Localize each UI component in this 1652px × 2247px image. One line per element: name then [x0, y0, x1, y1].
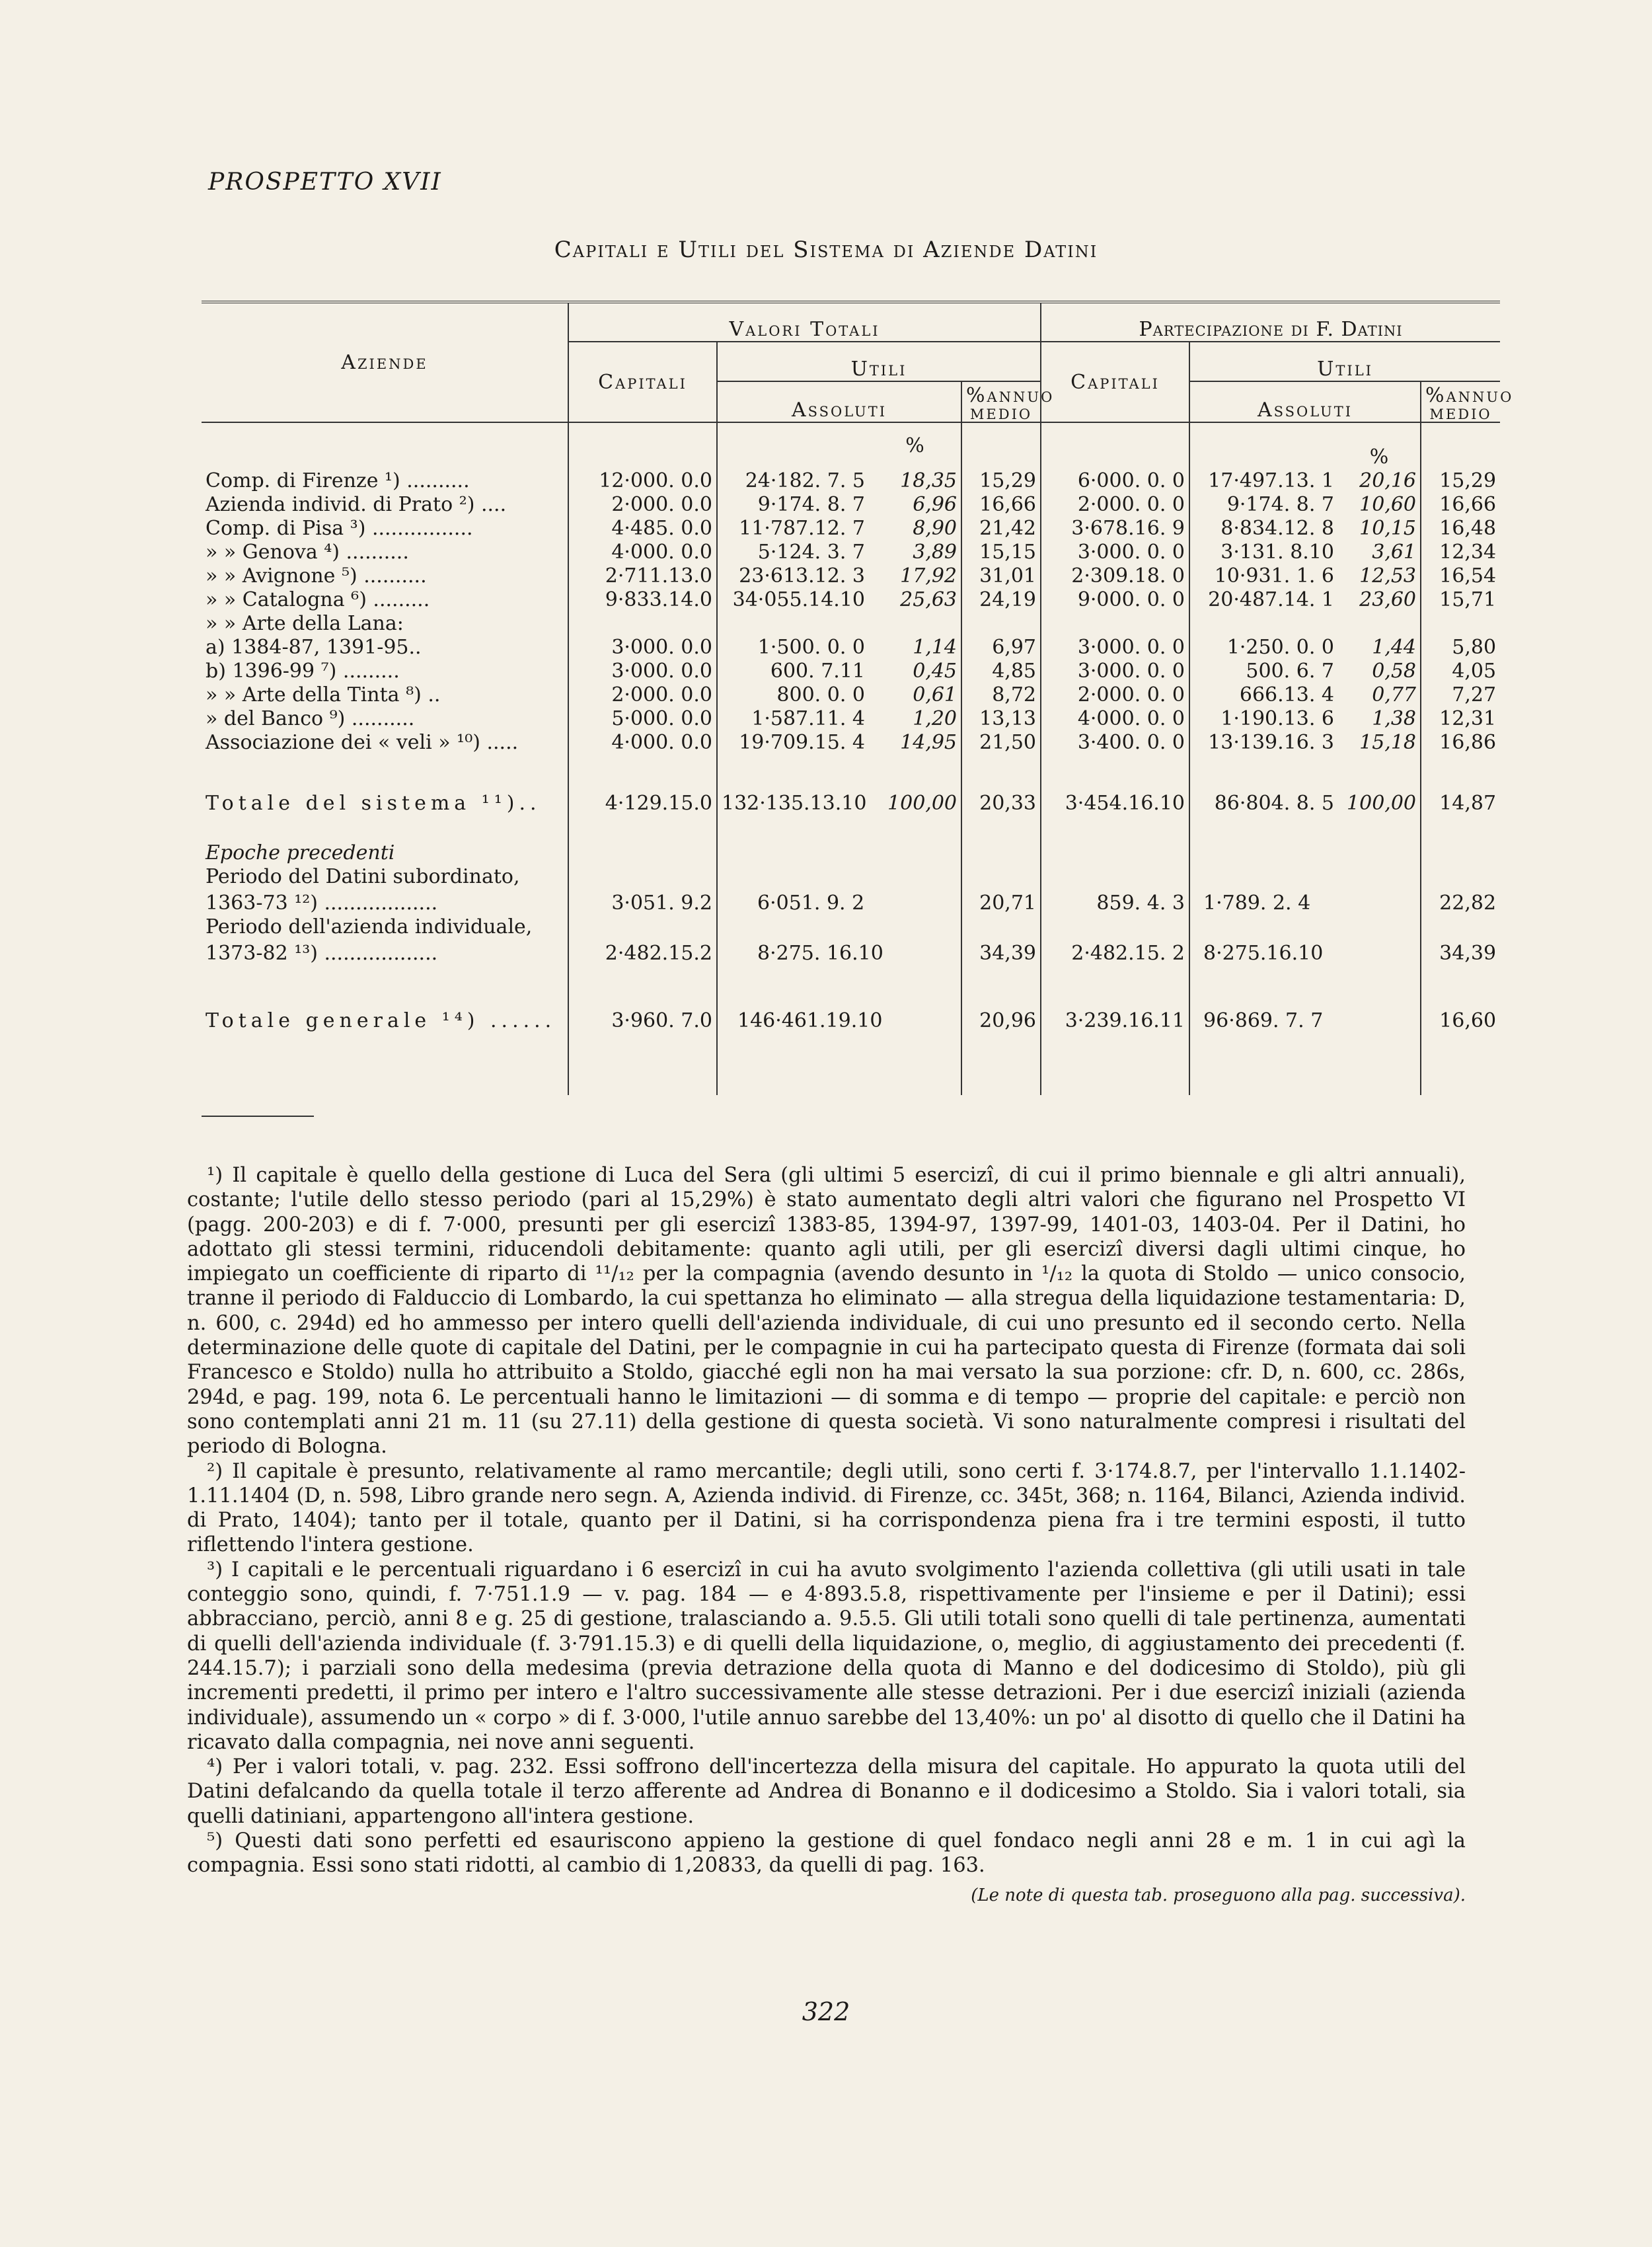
- pd-assoluti: 8·834.12. 8: [1189, 516, 1338, 540]
- vt-annuo-medio: [961, 611, 1041, 635]
- vt-percent: 17,92: [900, 564, 957, 588]
- table-row: [202, 469, 1500, 492]
- pd-percent: [1338, 611, 1421, 635]
- footnote: ¹) Il capitale è quello della gestione di Luca del Sera (gli ultimi 5 esercizî, di cui il primo biennale e gli altri annuali), costante; l'utile dello stesso periodo (pari al 15,29%) è stato aumentato degli altri valori che figurano nel Prospetto VI (pagg. 200-203) e di f. 7·000, presunti per gli esercizî 1383-85, 1394-97, 1397-99, 1401-03, 1403-04. Per il Datini, ho adottato gli stessi termini, riducendoli debitamente: quanto agli utili, per gli esercizî diversi dagli ultimi cinque, ho impiegato un coefficiente di riparto di ¹¹/₁₂ per la compagnia (avendo desunto in ¹/₁₂ la quota di Stoldo — unico consocio, tranne il periodo di Falduccio di Lombardo, la cui spettanza ho eliminato — alla stregua della liquidazione testamentaria: D, n. 600, c. 294d) ed ho ammesso per intero quelli dell'azienda individuale, di cui uno presunto ed il secondo certo. Nella determinazione delle quote di capitale del Datini, per le compagnie in cui ha partecipato questa di Firenze (formata dai soli Francesco e Stoldo) nulla ho attribuito a Stoldo, giacché egli non ha mai versato la sua porzione: cfr. D, n. 600, cc. 286s, 294d, e pag. 199, nota 6. Le percentuali hanno le limitazioni — di somma e di tempo — proprie del capitale: e perciò non sono contemplati anni 21 m. 11 (su 27.11) della gestione di questa società. Vi sono naturalmente compresi i risultati del periodo di Bologna.: [187, 1164, 1466, 1459]
- vt-percent: 1,20: [913, 707, 957, 730]
- totale-generale-label: Totale generale ¹⁴) ......: [206, 1009, 556, 1032]
- vt-capitali: 2·482.15.2: [568, 938, 717, 965]
- vt-percent: 14,95: [900, 731, 957, 754]
- pd-capitali: 4·000. 0. 0: [1041, 706, 1189, 730]
- pd-capitali: 2·482.15. 2: [1041, 938, 1189, 965]
- header-pd-annuo-medio: %annuo medio: [1421, 381, 1500, 422]
- table-row: [202, 915, 1500, 938]
- epoca-label: Periodo del Datini subordinato,: [206, 865, 520, 888]
- epoca-years: 1363-73 ¹²) ..................: [206, 892, 438, 915]
- epoca-label: Periodo dell'azienda individuale,: [206, 915, 533, 938]
- vt-capitali: 3·000. 0.0: [568, 635, 717, 659]
- header-valori-totali: Valori Totali: [568, 302, 1041, 342]
- pd-assoluti: [1189, 611, 1338, 635]
- table-row: [202, 492, 1500, 516]
- table-row: [202, 635, 1500, 659]
- vt-assoluti: 6·051. 9. 2: [717, 888, 961, 915]
- pd-percent: 15,18: [1359, 731, 1417, 754]
- pd-capitali: 3·000. 0. 0: [1041, 635, 1189, 659]
- pd-annuo-medio: 22,82: [1421, 888, 1500, 915]
- vt-capitali: 5·000. 0.0: [568, 706, 717, 730]
- vt-assoluti: 23·613.12. 3: [717, 564, 869, 588]
- table-row: [202, 706, 1500, 730]
- table-body: [202, 469, 1500, 767]
- totale-sistema-label: Totale del sistema ¹¹)..: [206, 792, 541, 815]
- table-row: [202, 683, 1500, 706]
- header-pd-assoluti: Assoluti: [1189, 381, 1421, 422]
- pd-annuo-medio: [1421, 611, 1500, 635]
- pd-annuo-medio: 16,48: [1421, 516, 1500, 540]
- page-number: 322: [802, 1997, 850, 2026]
- footnote: ⁴) Per i valori totali, v. pag. 232. Essi soffrono dell'incertezza della misura del capitale. Ho appurato la quota utili del Datini defalcando da quella totale il terzo afferente ad Andrea di Bonanno e il dodicesimo a Stoldo. Sia i valori totali, sia quelli datiniani, appartengono all'intera gestione.: [187, 1755, 1466, 1828]
- footnotes: [187, 1163, 1466, 1908]
- vt-percent: 6,96: [913, 493, 957, 516]
- totale-generale-pd-medio: 16,60: [1421, 985, 1500, 1032]
- vt-capitali: 4·000. 0.0: [568, 730, 717, 754]
- vt-annuo-medio: 21,50: [961, 730, 1041, 754]
- vt-capitali: 2·711.13.0: [568, 564, 717, 588]
- totale-sistema-pd-ass: 86·804. 8. 5: [1189, 767, 1338, 815]
- prospetto-label: PROSPETTO XVII: [208, 169, 442, 196]
- vt-assoluti: 34·055.14.10: [717, 588, 869, 611]
- pd-percent: 0,77: [1372, 683, 1417, 706]
- pd-assoluti: 8·275.16.10: [1189, 938, 1421, 965]
- row-label: Associazione dei « veli » ¹⁰) .....: [206, 731, 519, 754]
- pd-capitali: 2·309.18. 0: [1041, 564, 1189, 588]
- vt-pct-header: %: [869, 422, 961, 469]
- vt-percent: 0,61: [913, 683, 957, 706]
- table-row-totale-sistema: [202, 767, 1500, 815]
- row-label: » » Arte della Tinta ⁸) ..: [206, 683, 441, 706]
- pd-annuo-medio: 16,66: [1421, 492, 1500, 516]
- pd-capitali: [1041, 611, 1189, 635]
- footnote: ⁵) Questi dati sono perfetti ed esauriscono appieno la gestione di quel fondaco negli anni 28 e m. 1 in cui agì la compagnia. Essi sono stati ridotti, al cambio di 1,20833, da quelli di pag. 163.: [187, 1829, 1466, 1878]
- row-label: Comp. di Firenze ¹) ..........: [206, 469, 470, 492]
- table-row: [202, 864, 1500, 888]
- pd-annuo-medio: 15,29: [1421, 469, 1500, 492]
- row-label: Azienda individ. di Prato ²) ....: [206, 493, 507, 516]
- pd-annuo-medio: 7,27: [1421, 683, 1500, 706]
- vt-assoluti: 1·587.11. 4: [717, 706, 869, 730]
- pd-percent: 10,60: [1359, 493, 1417, 516]
- pd-capitali: 2·000. 0. 0: [1041, 683, 1189, 706]
- header-pd-capitali: Capitali: [1041, 342, 1189, 422]
- vt-assoluti: 9·174. 8. 7: [717, 492, 869, 516]
- vt-annuo-medio: 34,39: [961, 938, 1041, 965]
- totale-sistema-pd-cap: 3·454.16.10: [1041, 767, 1189, 815]
- pd-annuo-medio: 16,86: [1421, 730, 1500, 754]
- totale-generale-pd-cap: 3·239.16.11: [1041, 985, 1189, 1032]
- vt-percent: 0,45: [913, 660, 957, 683]
- totale-sistema-vt-cap: 4·129.15.0: [568, 767, 717, 815]
- pd-capitali: 2·000. 0. 0: [1041, 492, 1189, 516]
- vt-annuo-medio: 20,71: [961, 888, 1041, 915]
- vt-annuo-medio: 21,42: [961, 516, 1041, 540]
- pd-assoluti: 10·931. 1. 6: [1189, 564, 1338, 588]
- totale-sistema-vt-pct: 100,00: [887, 792, 957, 815]
- footnote-rule: [202, 1116, 314, 1117]
- pd-capitali: 9·000. 0. 0: [1041, 588, 1189, 611]
- pd-capitali: 3·678.16. 9: [1041, 516, 1189, 540]
- vt-capitali: 4·485. 0.0: [568, 516, 717, 540]
- vt-assoluti: 24·182. 7. 5: [717, 469, 869, 492]
- totale-generale-vt-medio: 20,96: [961, 985, 1041, 1032]
- vt-capitali: 3·000. 0.0: [568, 659, 717, 683]
- pd-percent: 3,61: [1372, 541, 1417, 564]
- table-row: [202, 516, 1500, 540]
- totale-generale-pd-ass: 96·869. 7. 7: [1189, 985, 1421, 1032]
- vt-assoluti: 19·709.15. 4: [717, 730, 869, 754]
- header-vt-annuo-medio: %annuo medio: [961, 381, 1041, 422]
- header-aziende: Aziende: [202, 302, 568, 422]
- row-label: a) 1384-87, 1391-95..: [206, 636, 422, 659]
- pd-percent: 23,60: [1359, 588, 1417, 611]
- pd-assoluti: 20·487.14. 1: [1189, 588, 1338, 611]
- totale-sistema-pd-pct: 100,00: [1347, 792, 1417, 815]
- pd-percent: 1,38: [1372, 707, 1417, 730]
- header-vt-capitali: Capitali: [568, 342, 717, 422]
- vt-percent: 18,35: [900, 469, 957, 492]
- vt-assoluti: 1·500. 0. 0: [717, 635, 869, 659]
- row-label: » » Arte della Lana:: [206, 612, 404, 635]
- pd-annuo-medio: 12,34: [1421, 540, 1500, 564]
- totale-sistema-vt-medio: 20,33: [961, 767, 1041, 815]
- header-vt-utili: Utili: [717, 342, 1041, 381]
- vt-capitali: 3·051. 9.2: [568, 888, 717, 915]
- pd-assoluti: 1·250. 0. 0: [1189, 635, 1338, 659]
- pd-annuo-medio: 16,54: [1421, 564, 1500, 588]
- vt-annuo-medio: 16,66: [961, 492, 1041, 516]
- vt-annuo-medio: 15,29: [961, 469, 1041, 492]
- vt-capitali: 12·000. 0.0: [568, 469, 717, 492]
- row-label: » del Banco ⁹) ..........: [206, 707, 415, 730]
- vt-annuo-medio: 4,85: [961, 659, 1041, 683]
- pd-percent: 12,53: [1359, 564, 1417, 588]
- vt-assoluti: 800. 0. 0: [717, 683, 869, 706]
- vt-percent: 3,89: [913, 541, 957, 564]
- row-label: b) 1396-99 ⁷) .........: [206, 660, 400, 683]
- vt-assoluti: 600. 7.11: [717, 659, 869, 683]
- pd-annuo-medio: 12,31: [1421, 706, 1500, 730]
- vt-annuo-medio: 13,13: [961, 706, 1041, 730]
- pd-annuo-medio: 34,39: [1421, 938, 1500, 965]
- pd-annuo-medio: 4,05: [1421, 659, 1500, 683]
- vt-capitali: [568, 611, 717, 635]
- pd-annuo-medio: 5,80: [1421, 635, 1500, 659]
- pd-pct-header: %: [1338, 422, 1421, 469]
- vt-annuo-medio: 15,15: [961, 540, 1041, 564]
- header-vt-assoluti: Assoluti: [717, 381, 961, 422]
- row-label: » » Genova ⁴) ..........: [206, 541, 409, 564]
- pd-assoluti: 500. 6. 7: [1189, 659, 1338, 683]
- footnote: ²) Il capitale è presunto, relativamente al ramo mercantile; degli utili, sono certi f. 3·174.8.7, per l'intervallo 1.1.1402-1.11.1404 (D, n. 598, Libro grande nero segn. A, Azienda individ. di Firenze, cc. 345t, 368; n. 1164, Bilanci, Azienda individ. di Prato, 1404); tanto per il totale, quanto per il Datini, si ha corrispondenza piena fra i tre termini esposti, il tutto riflettendo l'intera gestione.: [187, 1459, 1466, 1557]
- table-title: Capitali e Utili del Sistema di Aziende Datini: [554, 237, 1098, 263]
- pd-capitali: 3·400. 0. 0: [1041, 730, 1189, 754]
- epoche-precedenti-label: Epoche precedenti: [206, 841, 395, 864]
- vt-assoluti: 11·787.12. 7: [717, 516, 869, 540]
- epoca-years: 1373-82 ¹³) ..................: [206, 942, 438, 965]
- table-row: [202, 540, 1500, 564]
- vt-capitali: 4·000. 0.0: [568, 540, 717, 564]
- pd-percent: 20,16: [1359, 469, 1417, 492]
- totale-sistema-pd-medio: 14,87: [1421, 767, 1500, 815]
- table-row: [202, 888, 1500, 915]
- vt-assoluti: [717, 611, 869, 635]
- vt-percent: 1,14: [913, 636, 957, 659]
- table-row: [202, 564, 1500, 588]
- capital-table: [202, 301, 1514, 1095]
- header-partecipazione: Partecipazione di F. Datini: [1041, 302, 1500, 342]
- vt-annuo-medio: 31,01: [961, 564, 1041, 588]
- pd-capitali: 3·000. 0. 0: [1041, 659, 1189, 683]
- vt-assoluti: 5·124. 3. 7: [717, 540, 869, 564]
- vt-annuo-medio: 6,97: [961, 635, 1041, 659]
- row-label: » » Avignone ⁵) ..........: [206, 564, 427, 588]
- totale-generale-vt-ass: 146·461.19.10: [717, 985, 961, 1032]
- pd-assoluti: 1·190.13. 6: [1189, 706, 1338, 730]
- table-row: [202, 730, 1500, 754]
- pd-capitali: 859. 4. 3: [1041, 888, 1189, 915]
- table-row: [202, 659, 1500, 683]
- table-row: [202, 611, 1500, 635]
- totale-sistema-vt-ass: 132·135.13.10: [717, 767, 869, 815]
- vt-percent: [869, 611, 961, 635]
- table-row-totale-generale: [202, 985, 1500, 1032]
- pd-assoluti: 666.13. 4: [1189, 683, 1338, 706]
- pd-assoluti: 13·139.16. 3: [1189, 730, 1338, 754]
- pd-assoluti: 17·497.13. 1: [1189, 469, 1338, 492]
- row-label: » » Catalogna ⁶) .........: [206, 588, 430, 611]
- vt-capitali: 2·000. 0.0: [568, 492, 717, 516]
- pd-assoluti: 3·131. 8.10: [1189, 540, 1338, 564]
- vt-assoluti: 8·275. 16.10: [717, 938, 961, 965]
- vt-annuo-medio: 24,19: [961, 588, 1041, 611]
- pd-capitali: 3·000. 0. 0: [1041, 540, 1189, 564]
- pd-assoluti: 9·174. 8. 7: [1189, 492, 1338, 516]
- vt-percent: 25,63: [900, 588, 957, 611]
- pd-percent: 1,44: [1372, 636, 1417, 659]
- pd-capitali: 6·000. 0. 0: [1041, 469, 1189, 492]
- vt-percent: 8,90: [913, 517, 957, 540]
- vt-annuo-medio: 8,72: [961, 683, 1041, 706]
- pd-annuo-medio: 15,71: [1421, 588, 1500, 611]
- header-pd-utili: Utili: [1189, 342, 1500, 381]
- epoche-body: [202, 864, 1500, 985]
- table-row: [202, 588, 1500, 611]
- table-row: [202, 938, 1500, 965]
- pd-percent: 10,15: [1359, 517, 1417, 540]
- footnote-continue: (Le note di questa tab. proseguono alla pag. successiva).: [971, 1885, 1466, 1905]
- pd-percent: 0,58: [1372, 660, 1417, 683]
- vt-capitali: 2·000. 0.0: [568, 683, 717, 706]
- totale-generale-vt-cap: 3·960. 7.0: [568, 985, 717, 1032]
- pd-assoluti: 1·789. 2. 4: [1189, 888, 1421, 915]
- row-label: Comp. di Pisa ³) ................: [206, 517, 473, 540]
- vt-capitali: 9·833.14.0: [568, 588, 717, 611]
- footnote: ³) I capitali e le percentuali riguardano i 6 esercizî in cui ha avuto svolgimento l'azienda collettiva (gli utili usati in tale conteggio sono, quindi, f. 7·751.1.9 — v. pag. 184 — e 4·893.5.8, rispettivamente per l'insieme e per il Datini); essi abbracciano, perciò, anni 8 e g. 25 di gestione, tralasciando a. 9.5.5. Gli utili totali sono quelli di tale pertinenza, aumentati di quelli dell'azienda individuale (f. 3·791.15.3) e di quelli della liquidazione, o, meglio, di aggiustamento dei precedenti (f. 244.15.7); i parziali sono della medesima (previa detrazione della quota di Manno e del dodicesimo di Stoldo), più gli incrementi predetti, il primo per intero e l'altro successivamente alle stesse detrazioni. Per i due esercizî iniziali (azienda individuale), assumendo un « corpo » di f. 3·000, l'utile annuo sarebbe del 13,40%: un po' al disotto di quello che il Datini ha ricavato dalla compagnia, nei nove anni seguenti.: [187, 1558, 1466, 1754]
